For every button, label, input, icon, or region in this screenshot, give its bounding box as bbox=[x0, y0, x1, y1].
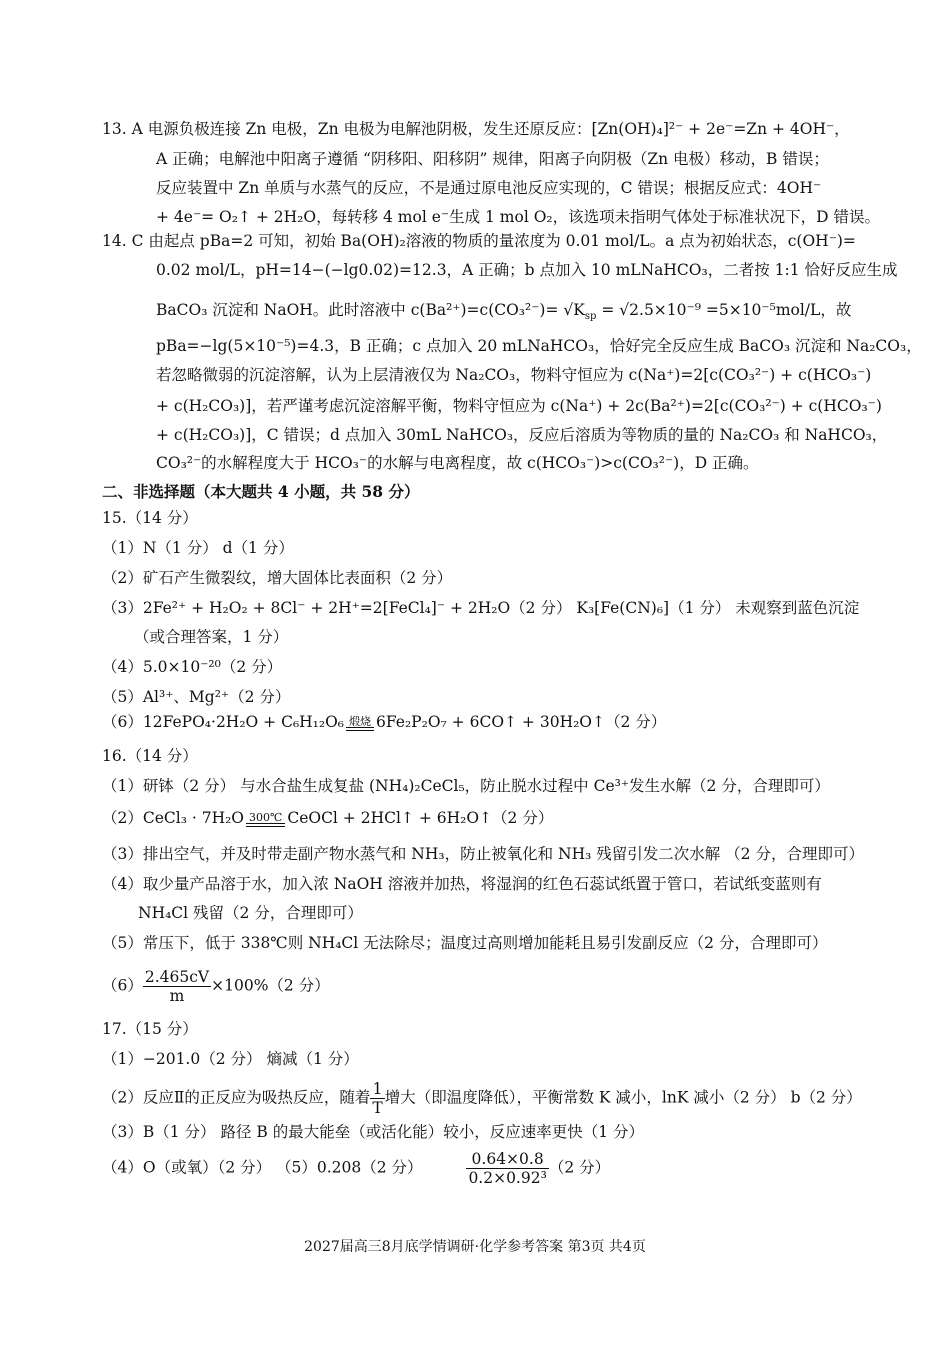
inverse-t-fraction bbox=[370, 1080, 384, 1117]
q16-answer-6-prefix: （6） bbox=[102, 976, 143, 995]
purity-numerator: 2.465cV bbox=[144, 968, 210, 986]
q15-answer-3: （3）2Fe²⁺ + H₂O₂ + 8Cl⁻ + 2H⁺=2[FeCl₄]⁻ + 2H₂O（2 分） K₃[Fe(CN)₆]（1 分） 未观察到蓝色沉淀 bbox=[102, 599, 860, 617]
page-footer: 2027届高三8月底学情调研·化学参考答案 第3页 共4页 bbox=[304, 1239, 646, 1255]
kp-numerator: 0.64×0.8 bbox=[466, 1150, 548, 1169]
q13-line-3: 反应装置中 Zn 单质与水蒸气的反应，不是通过原电池反应实现的，C 错误；根据反应式：4OH⁻ bbox=[156, 179, 822, 197]
q14-line-2: 0.02 mol/L，pH=14−(−lg0.02)=12.3，A 正确；b 点加入 10 mLNaHCO₃，二者按 1:1 恰好反应生成 bbox=[156, 261, 898, 279]
q16-answer-1: （1）研钵（2 分） 与水合盐生成复盐 (NH₄)₂CeCl₅，防止脱水过程中 Ce³⁺发生水解（2 分，合理即可） bbox=[102, 777, 830, 795]
q17-answer-4-text: （4）O（或氧）（2 分） （5）0.208（2 分） bbox=[102, 1158, 423, 1177]
temperature-label: 300℃ bbox=[249, 810, 283, 824]
q14-line-4: pBa=−lg(5×10⁻⁵)=4.3，B 正确；c 点加入 20 mLNaHCO₃，恰好完全反应生成 BaCO₃ 沉淀和 Na₂CO₃， bbox=[156, 337, 922, 355]
q15-answer-3-cont: （或合理答案，1 分） bbox=[134, 628, 289, 646]
q14-line-5: 若忽略微弱的沉淀溶解，认为上层清液仅为 Na₂CO₃，物料守恒应为 c(Na⁺)=2[c(CO₃²⁻) + c(HCO₃⁻) bbox=[156, 366, 872, 384]
calcination-arrow bbox=[346, 716, 374, 731]
q16-answer-4: （4）取少量产品溶于水，加入浓 NaOH 溶液并加热，将湿润的红色石蕊试纸置于管口，若试纸变蓝则有 bbox=[102, 875, 822, 893]
q14-line-3-text: BaCO₃ 沉淀和 NaOH。此时溶液中 c(Ba²⁺)=c(CO₃²⁻)= bbox=[156, 301, 559, 319]
kp-fraction bbox=[466, 1150, 548, 1187]
q15-answer-5: （5）Al³⁺、Mg²⁺（2 分） bbox=[102, 688, 291, 706]
q17-answer-2-suffix: 增大（即温度降低），平衡常数 K 减小，lnK 减小（2 分） b（2 分） bbox=[384, 1088, 862, 1107]
q13-line-4: + 4e⁻= O₂↑ + 2H₂O，每转移 4 mol e⁻生成 1 mol O₂，该选项未指明气体处于标准状况下，D 错误。 bbox=[156, 208, 880, 226]
q17-answer-3: （3）B（1 分） 路径 B 的最大能垒（或活化能）较小，反应速率更快（1 分） bbox=[102, 1123, 645, 1141]
q16-answer-4-cont: NH₄Cl 残留（2 分，合理即可） bbox=[138, 904, 363, 922]
kp-denominator: 0.2×0.92³ bbox=[468, 1169, 547, 1187]
q16-heading: 16.（14 分） bbox=[102, 747, 198, 765]
q15-heading: 15.（14 分） bbox=[102, 509, 198, 527]
q15-answer-4: （4）5.0×10⁻²⁰（2 分） bbox=[102, 658, 283, 676]
q17-answer-2 bbox=[102, 1080, 862, 1117]
heating-arrow bbox=[246, 812, 285, 827]
q15-answer-1: （1）N（1 分） d（1 分） bbox=[102, 539, 294, 557]
q13-line-2: A 正确；电解池中阳离子遵循 “阴移阳、阳移阴” 规律，阳离子向阴极（Zn 电极）移动，B 错误； bbox=[156, 150, 829, 168]
q16-answer-2 bbox=[102, 808, 553, 828]
q14-line-7: + c(H₂CO₃)]，C 错误；d 点加入 30mL NaHCO₃，反应后溶质为等物质的量的 Na₂CO₃ 和 NaHCO₃， bbox=[156, 426, 888, 444]
q15-answer-6-reactants: （6）12FePO₄·2H₂O + C₆H₁₂O₆ bbox=[102, 713, 345, 731]
q15-answer-6-products: 6Fe₂P₂O₇ + 6CO↑ + 30H₂O↑（2 分） bbox=[376, 713, 667, 731]
q14-line-3-end: =5×10⁻⁵mol/L，故 bbox=[705, 301, 852, 319]
inverse-t-numerator: 1 bbox=[370, 1080, 384, 1099]
q16-answer-2-products: CeOCl + 2HCl↑ + 6H₂O↑（2 分） bbox=[287, 809, 554, 827]
q17-answer-4 bbox=[102, 1150, 610, 1187]
q17-answer-2-prefix: （2）反应Ⅱ的正反应为吸热反应，随着 bbox=[102, 1088, 371, 1107]
q17-answer-1: （1）−201.0（2 分） 熵减（1 分） bbox=[102, 1050, 359, 1068]
q16-answer-6 bbox=[102, 968, 330, 1005]
ksp-value-root: √2.5×10⁻⁹ bbox=[619, 301, 701, 319]
q15-answer-2: （2）矿石产生微裂纹，增大固体比表面积（2 分） bbox=[102, 569, 453, 587]
equals-sign: = bbox=[601, 301, 615, 319]
purity-fraction bbox=[143, 968, 211, 1005]
q15-answer-6 bbox=[102, 712, 666, 732]
q13-line-1: 13. A 电源负极连接 Zn 电极，Zn 电极为电解池阴极，发生还原反应：[Zn(OH)₄]²⁻ + 2e⁻=Zn + 4OH⁻， bbox=[102, 120, 850, 138]
calcination-label: 煅烧 bbox=[349, 714, 372, 728]
ksp-sub: sp bbox=[584, 311, 597, 323]
q17-answer-5-suffix: （2 分） bbox=[548, 1158, 611, 1177]
inverse-t-denominator: T bbox=[372, 1099, 383, 1117]
q14-line-1: 14. C 由起点 pBa=2 可知，初始 Ba(OH)₂溶液的物质的量浓度为 0.01 mol/L。a 点为初始状态，c(OH⁻)= bbox=[102, 232, 856, 250]
q17-heading: 17.（15 分） bbox=[102, 1020, 198, 1038]
q16-answer-6-suffix: ×100%（2 分） bbox=[211, 976, 330, 995]
purity-denominator: m bbox=[169, 987, 185, 1005]
q14-line-3 bbox=[156, 300, 852, 323]
section-heading: 二、非选择题（本大题共 4 小题，共 58 分） bbox=[102, 482, 420, 501]
q16-answer-5: （5）常压下，低于 338℃则 NH₄Cl 无法除尽；温度过高则增加能耗且易引发副反应（2 分，合理即可） bbox=[102, 934, 828, 952]
q16-answer-2-reactant: （2）CeCl₃ · 7H₂O bbox=[102, 809, 245, 827]
q14-line-8: CO₃²⁻的水解程度大于 HCO₃⁻的水解与电离程度，故 c(HCO₃⁻)>c(CO₃²⁻)，D 正确。 bbox=[156, 454, 759, 472]
q14-line-6: + c(H₂CO₃)]，若严谨考虑沉淀溶解平衡，物料守恒应为 c(Na⁺) + 2c(Ba²⁺)=2[c(CO₃²⁻) + c(HCO₃⁻) bbox=[156, 397, 882, 415]
q16-answer-3: （3）排出空气，并及时带走副产物水蒸气和 NH₃，防止被氧化和 NH₃ 残留引发二次水解 （2 分，合理即可） bbox=[102, 845, 864, 863]
ksp-root: √K bbox=[563, 301, 585, 319]
